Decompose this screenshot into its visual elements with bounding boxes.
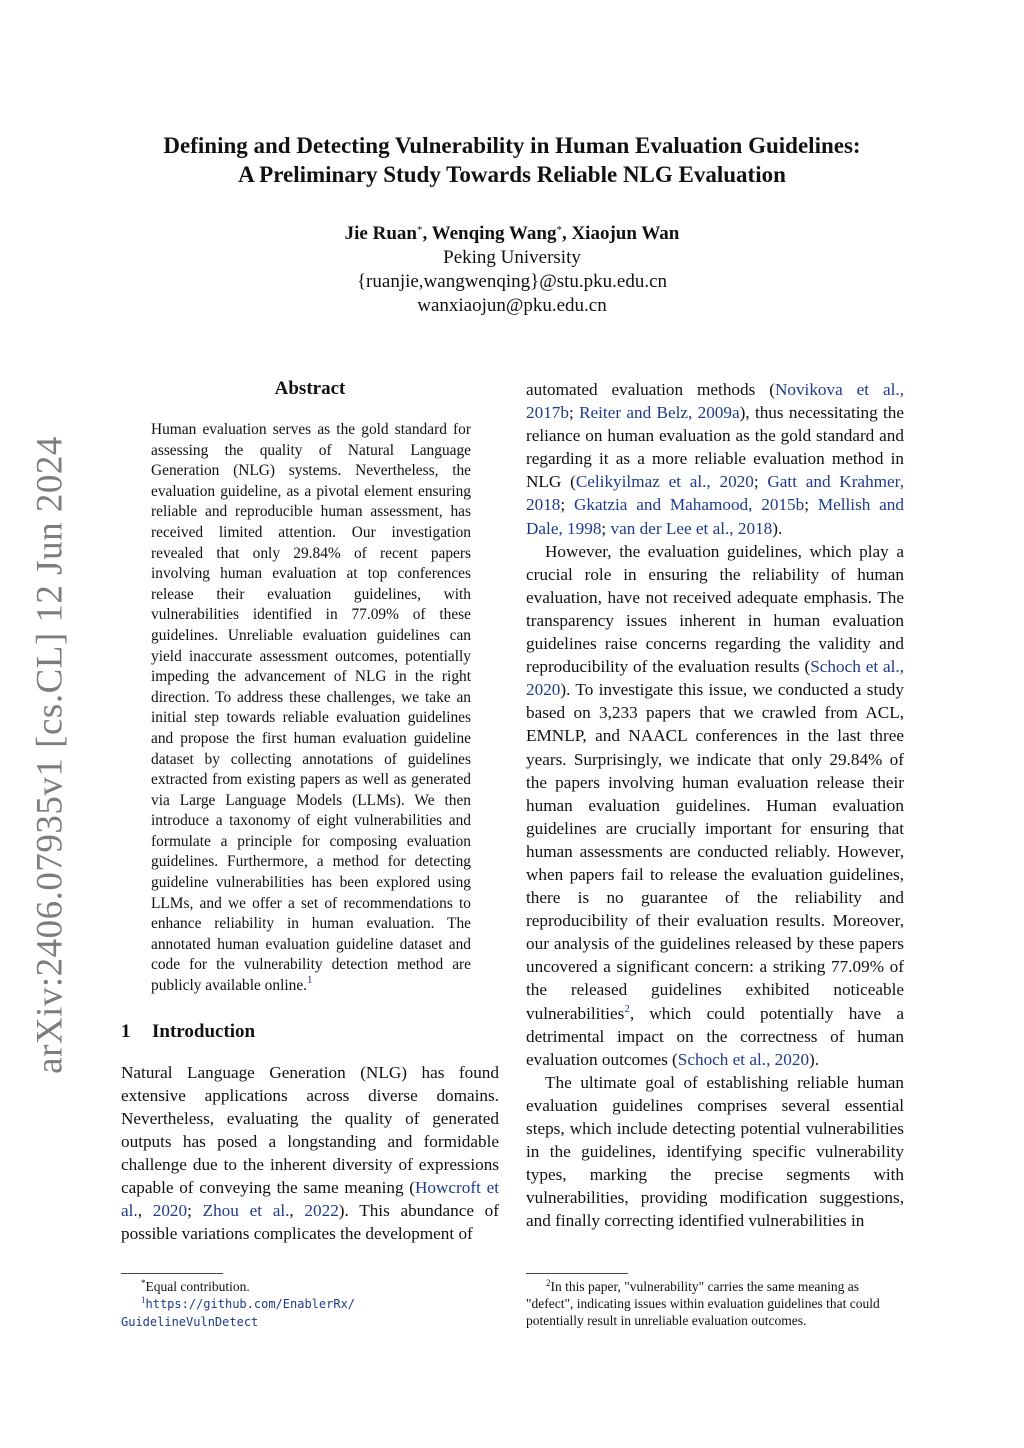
title-line-1: Defining and Detecting Vulnerability in Human Evaluation Guidelines: (163, 133, 861, 158)
footnote-rule (121, 1273, 223, 1274)
body-text: ), thus necessitating the reliance on human evaluation as the gold standard and regarding it as a more reliable evaluation method in NLG ( (526, 403, 904, 492)
title-line-2: A Preliminary Study Towards Reliable NLG Evaluation (238, 162, 786, 187)
body-text: ). (772, 518, 783, 538)
arxiv-id-text: arXiv:2406.07935v1 [cs.CL] 12 Jun 2024 (29, 436, 71, 1074)
body-text: ; (601, 518, 611, 538)
github-link[interactable]: https://github.com/EnablerRx/ (145, 1297, 356, 1311)
citation-schoch[interactable]: Schoch et al., 2020 (526, 657, 904, 700)
body-text: ). To investigate this issue, we conducted a study based on 3,233 papers that we crawled from ACL, EMNLP, and NAACL conferences in the last three years. Surprisingly, we indicate that only 29.84% of the papers involving human evaluation release their human evaluation guidelines. Human evaluation guidelines are crucially important for ensuring that human assessments are conducted reliably. However, when papers fail to release the evaluation guidelines, there is no guarantee of the reliability and reproducibility of their evaluation results. Moreover, our analysis of the guidelines released by these papers uncovered a significant concern: a striking 77.09% of the released guidelines exhibited noticeable vulnerabilities (526, 680, 904, 1023)
author-3: Xiaojun Wan (571, 223, 680, 244)
citation-separator: , (137, 1201, 153, 1221)
footnote-1 (121, 1295, 501, 1313)
footnote-2-text: In this paper, "vulnerability" carries the same meaning as "defect", indicating issues within evaluation guidelines that could potentially result in unreliable evaluation outcomes. (526, 1279, 880, 1328)
footnote-equal-contribution (121, 1278, 501, 1295)
author-block (200, 222, 824, 318)
citation-gkatzia[interactable]: Gkatzia and Mahamood, 2015b (573, 495, 805, 515)
citation-reiter-belz[interactable]: Reiter and Belz, 2009a (579, 403, 740, 423)
body-text: ; (560, 495, 574, 515)
body-text: , which could potentially have a detrimental impact on the correctness of human evaluation outcomes ( (526, 1003, 904, 1069)
citation-gatt-krahmer[interactable]: Gatt and Krahmer, 2018 (526, 472, 904, 515)
footnote-1-mark[interactable]: 1 (307, 974, 313, 987)
body-text: ; (753, 472, 768, 492)
footnote-rule (526, 1273, 628, 1274)
citation-van-der-lee[interactable]: van der Lee et al., 2018 (610, 518, 773, 538)
abstract-heading: Abstract (274, 378, 346, 399)
citation-celikyilmaz[interactable]: Celikyilmaz et al., 2020 (575, 472, 754, 492)
equal-contribution-mark: * (556, 224, 562, 236)
author-email-1: {ruanjie,wangwenqing}@stu.pku.edu.cn (356, 271, 668, 292)
footnote-1-continued (121, 1313, 501, 1331)
citation-separator: ; (187, 1201, 203, 1221)
body-text: ). (809, 1049, 820, 1069)
intro-paragraph-2 (526, 540, 904, 1071)
author-1: Jie Ruan (344, 223, 417, 244)
author-names: Jie Ruan*, Wenqing Wang*, Xiaojun Wan (344, 223, 680, 244)
footnote-star-mark: * (141, 1278, 146, 1288)
citation-howcroft-year[interactable]: 2020 (152, 1201, 188, 1221)
body-text: automated evaluation methods ( (526, 380, 775, 399)
citation-schoch[interactable]: Schoch et al., 2020 (677, 1049, 810, 1069)
intro-text: ). This abundance of possible variations complicates the development of (121, 1201, 500, 1244)
arxiv-identifier-stamp (29, 436, 71, 1074)
abstract-text: Human evaluation serves as the gold standard for assessing the quality of Natural Language Generation (NLG) systems. Nevertheless, the evaluation guideline, as a pivotal element ensuring reliable and reproducible human assessment, has received limited attention. Our investigation revealed that only 29.84% of recent papers involving human evaluation at top conferences release their evaluation guidelines, with vulnerabilities identified in 77.09% of these guidelines. Unreliable evaluation guidelines can yield inaccurate assessment outcomes, potentially impeding the advancement of NLG in the right direction. To address these challenges, we take an initial step towards reliable evaluation guidelines and propose the first human evaluation guideline dataset by collecting annotations of guidelines extracted from existing papers as well as generated via Large Language Models (LLMs). We then introduce a taxonomy of eight vulnerabilities and formulate a principle for composing evaluation guidelines. Furthermore, a method for detecting guideline vulnerabilities has been explored using LLMs, and we offer a set of recommendations to enhance reliability in human evaluation. The annotated human evaluation guideline dataset and code for the vulnerability detection method are publicly available online. (151, 421, 471, 995)
author-email-2: wanxiaojun@pku.edu.cn (417, 295, 607, 316)
affiliation: Peking University (443, 247, 581, 268)
paper-title (100, 131, 924, 189)
footnote-2-number: 2 (546, 1278, 551, 1288)
citation-zhou-year[interactable]: 2022 (304, 1201, 339, 1221)
author-2: Wenqing Wang (431, 223, 557, 244)
section-number: 1 (121, 1020, 131, 1042)
section-title: Introduction (152, 1020, 256, 1042)
right-column (526, 378, 904, 1232)
citation-mellish-dale[interactable]: Mellish and Dale, 1998 (526, 495, 904, 538)
citation-separator: , (289, 1201, 305, 1221)
body-text: ; (568, 403, 580, 423)
footnotes-left (121, 1273, 501, 1331)
left-column (121, 376, 499, 1245)
intro-text: Natural Language Generation (NLG) has found extensive applications across diverse domains. Nevertheless, evaluating the quality of generated outputs has posed a longstanding and formidable challenge due to the inherent diversity of expressions capable of conveying the same meaning ( (121, 1062, 499, 1198)
section-heading-introduction (121, 1019, 499, 1045)
footnote-1-number: 1 (141, 1295, 146, 1305)
citation-zhou[interactable]: Zhou et al. (202, 1201, 290, 1221)
citation-howcroft[interactable]: Howcroft et al. (121, 1178, 499, 1221)
footnotes-right (526, 1273, 906, 1329)
body-text: ; (804, 495, 818, 515)
intro-paragraph-1-continued (526, 378, 904, 540)
intro-paragraph-3: The ultimate goal of establishing reliable human evaluation guidelines comprises several essential steps, which include detecting potential vulnerabilities in the guidelines, identifying specific vulnerability types, marking the precise segments with vulnerabilities, providing modification suggestions, and finally correcting identified vulnerabilities in (526, 1072, 904, 1231)
footnote-star-text: Equal contribution. (145, 1279, 250, 1294)
abstract-body (151, 420, 471, 997)
footnote-2-mark[interactable]: 2 (624, 1002, 630, 1015)
citation-novikova[interactable]: Novikova et al., 2017b (526, 380, 905, 423)
equal-contribution-mark: * (416, 224, 423, 236)
body-text: However, the evaluation guidelines, which play a crucial role in ensuring the reliability of human evaluation, have not received adequate emphasis. The transparency issues inherent in human evaluation guidelines raise concerns regarding the validity and reproducibility of the evaluation results ( (526, 541, 904, 677)
github-link-continued[interactable]: GuidelineVulnDetect (121, 1315, 259, 1329)
footnote-2 (526, 1278, 906, 1329)
intro-paragraph-1 (121, 1061, 499, 1246)
